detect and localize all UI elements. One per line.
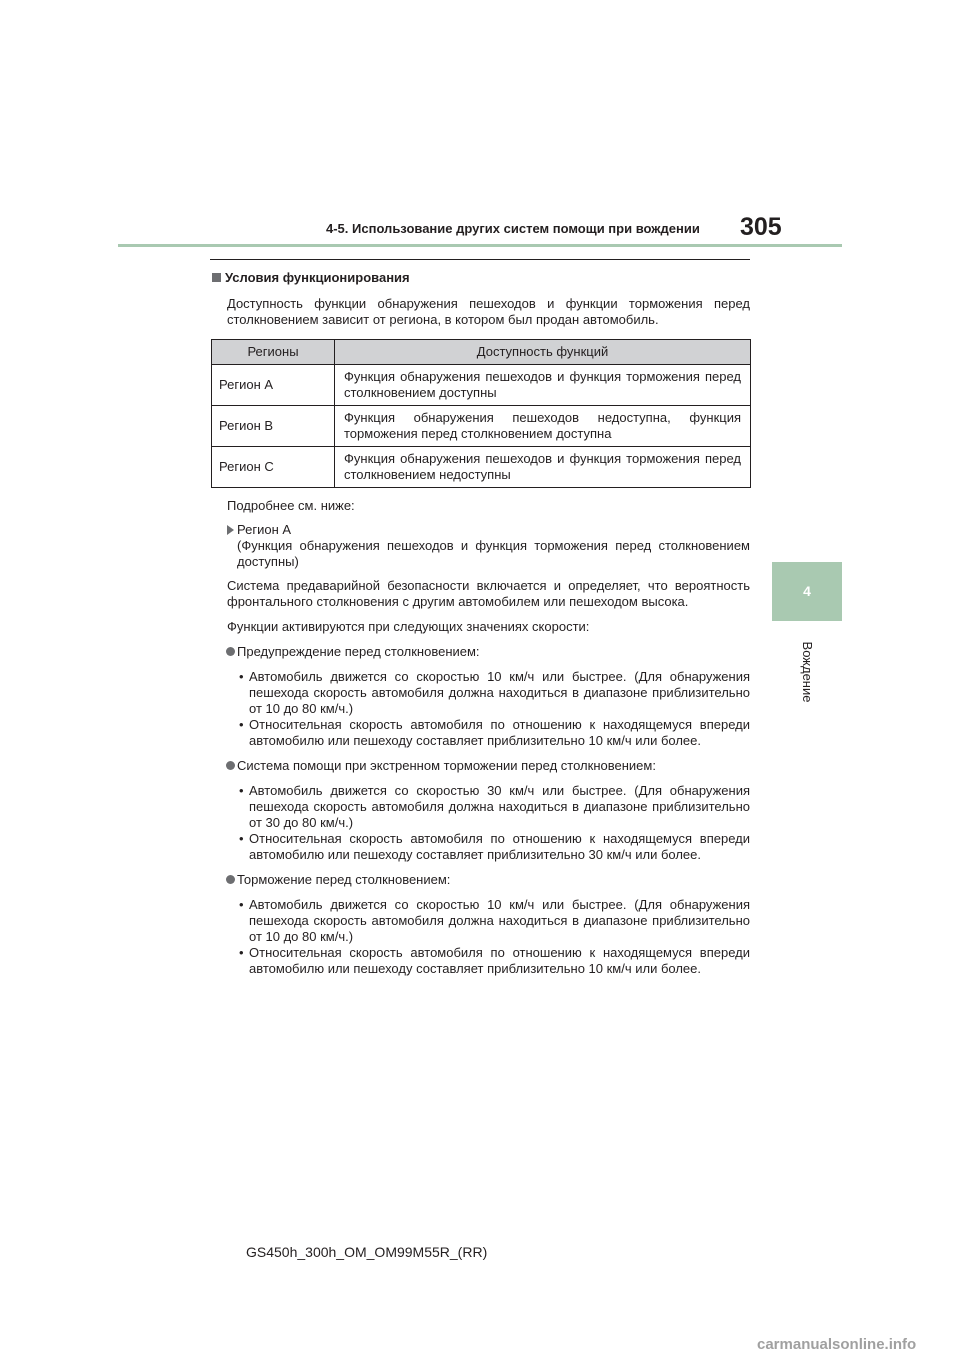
table-row [212,447,751,488]
section-heading [211,270,750,286]
speed-paragraph: Функции активируются при следующих значениях скорости: [227,619,590,634]
page-number: 305 [740,213,782,241]
table-cell-availability: Функция обнаружения пешеходов и функция торможения перед столкновением доступны [335,365,751,406]
dot-bullet-icon: • [239,717,244,732]
group-title: Предупреждение перед столкновением: [237,644,480,659]
list-item-text: Автомобиль движется со скоростью 10 км/ч или быстрее. (Для обнаружения пешехода скорость автомобиля должна находиться в диапазоне приблизительно от 10 до 80 км/ч.) [249,897,750,944]
group-warning [211,644,750,660]
list-item [211,831,750,863]
regions-table [211,339,751,488]
circle-bullet-icon [226,875,235,884]
watermark: carmanualsonline.info [757,1336,917,1353]
header-rule [118,244,842,247]
group-title: Торможение перед столкновением: [237,872,451,887]
region-a-item [211,522,750,570]
table-cell-region: Регион A [212,365,335,406]
chapter-tab: 4 [772,562,842,621]
section-intro: Доступность функции обнаружения пешеходов и функции торможения перед столкновением зависит от региона, в котором был продан автомобиль. [227,296,750,327]
table-cell-availability: Функция обнаружения пешеходов и функция торможения перед столкновением недоступны [335,447,751,488]
list-item-text: Относительная скорость автомобиля по отношению к находящемуся впереди автомобилю или пешеходу составляет приблизительно 10 км/ч или более. [249,945,750,976]
list-item-text: Автомобиль движется со скоростью 10 км/ч или быстрее. (Для обнаружения пешехода скорость автомобиля должна находиться в диапазоне приблизительно от 10 до 80 км/ч.) [249,669,750,716]
system-paragraph: Система предаварийной безопасности включается и определяет, что вероятность фронтального столкновения с другим автомобилем или пешеходом высока. [227,578,750,609]
manual-code: GS450h_300h_OM_OM99M55R_(RR) [246,1244,488,1260]
list-item [211,717,750,749]
dot-bullet-icon: • [239,945,244,960]
list-item-text: Относительная скорость автомобиля по отношению к находящемуся впереди автомобилю или пешеходу составляет приблизительно 30 км/ч или более. [249,831,750,862]
list-item [211,783,750,831]
group-braking [211,872,750,888]
list-item-text: Относительная скорость автомобиля по отношению к находящемуся впереди автомобилю или пешеходу составляет приблизительно 10 км/ч или более. [249,717,750,748]
list-item-text: Автомобиль движется со скоростью 30 км/ч или быстрее. (Для обнаружения пешехода скорость автомобиля должна находиться в диапазоне приблизительно от 30 до 80 км/ч.) [249,783,750,830]
table-header-row [212,340,751,365]
circle-bullet-icon [226,761,235,770]
group-title: Система помощи при экстренном торможении перед столкновением: [237,758,656,773]
square-bullet-icon [212,273,221,282]
table-cell-region: Регион B [212,406,335,447]
table-header-cell: Доступность функций [335,340,751,365]
dot-bullet-icon: • [239,831,244,846]
table-row [212,406,751,447]
list-item [211,897,750,945]
table-header-cell: Регионы [212,340,335,365]
list-item [211,945,750,977]
dot-bullet-icon: • [239,669,244,684]
dot-bullet-icon: • [239,897,244,912]
dot-bullet-icon: • [239,783,244,798]
triangle-arrow-icon [227,525,234,535]
header-section-title: 4-5. Использование других систем помощи при вождении [326,221,700,236]
section-heading-text: Условия функционирования [225,270,410,285]
table-row [212,365,751,406]
chapter-label: Вождение [800,641,815,703]
table-cell-region: Регион C [212,447,335,488]
section-divider [210,259,750,260]
region-a-title: Регион A [237,522,292,537]
table-cell-availability: Функция обнаружения пешеходов недоступна, функция торможения перед столкновением доступна [335,406,751,447]
region-a-note: (Функция обнаружения пешеходов и функция торможения перед столкновением доступны) [237,538,750,569]
circle-bullet-icon [226,647,235,656]
group-brake-assist [211,758,750,774]
see-below-text: Подробнее см. ниже: [227,498,355,513]
page-content [211,270,750,977]
list-item [211,669,750,717]
